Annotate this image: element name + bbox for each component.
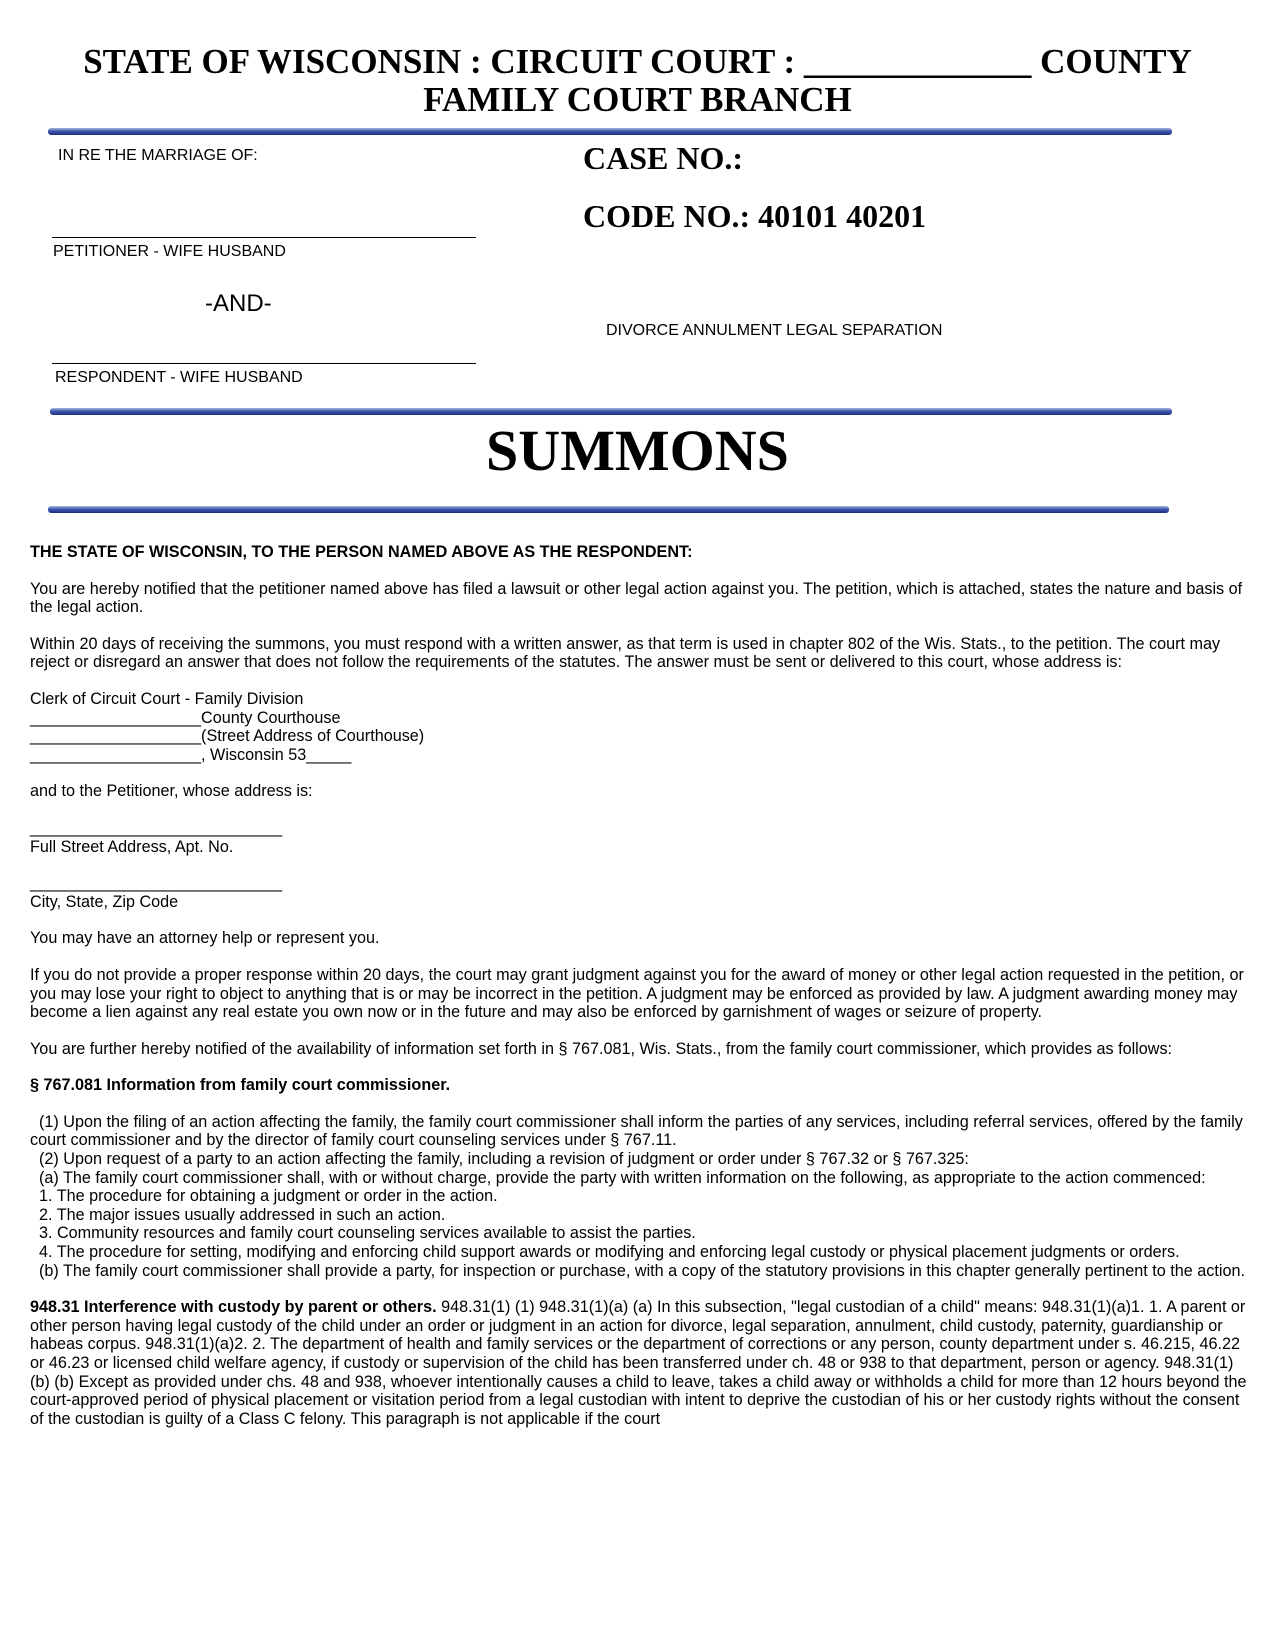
custody-heading: 948.31 Interference with custody by parent or others.	[30, 1298, 437, 1317]
notice-paragraph: You are hereby notified that the petitioner named above has filed a lawsuit or other legal action against you. The petition, which is attached, states the nature and basis of the legal action.	[30, 579, 1243, 617]
statute-subsection-2b: (b) The family court commissioner shall provide a party, for inspection or purchase, with a copy of the statutory provisions in this chapter generally pertinent to the action.	[30, 1261, 1245, 1280]
response-paragraph: Within 20 days of receiving the summons, you must respond with a written answer, as that term is used in chapter 802 of the Wis. Stats., to the petition. The court may reject or disregard an answer that does not follow the requirements of the statutes. The answer must be sent or delivered to this court, whose address is:	[30, 634, 1221, 672]
document-title: SUMMONS	[486, 418, 789, 483]
statute-subsection-2a: (a) The family court commissioner shall, with or without charge, provide the party with written information on the following, as appropriate to the action commenced:	[30, 1168, 1206, 1187]
court-header: STATE OF WISCONSIN : CIRCUIT COURT : _____________ COUNTY	[83, 42, 1192, 81]
statute-item-4: 4. The procedure for setting, modifying and enforcing child support awards or modifying and enforcing legal custody or physical placement judgments or orders.	[30, 1243, 1180, 1262]
attorney-note: You may have an attorney help or represent you.	[30, 929, 380, 948]
clerk-line-3: ___________________(Street Address of Courthouse)	[30, 727, 425, 746]
in-re-label: IN RE THE MARRIAGE OF:	[58, 147, 258, 164]
respondent-line	[52, 363, 476, 364]
city-blank: ____________________________	[30, 874, 283, 893]
middle-divider	[50, 408, 1172, 415]
court-branch: FAMILY COURT BRANCH	[423, 80, 852, 119]
city-label: City, State, Zip Code	[30, 892, 179, 911]
case-number: CASE NO.:	[583, 140, 744, 176]
statute-item-1: 1. The procedure for obtaining a judgment or order in the action.	[30, 1187, 498, 1206]
default-judgment-paragraph: If you do not provide a proper response within 20 days, the court may grant judgment against you for the award of money or other legal action requested in the petition, or you may lose your right to object to anything that is or may be incorrect in the petition. A judgment may be enforced as provided by law. A judgment awarding money may become a lien against any real estate you own now or in the future and may also be enforced by garnishment of wages or seizure of property.	[30, 965, 1244, 1022]
clerk-line-1: Clerk of Circuit Court - Family Division	[30, 689, 304, 708]
street-label: Full Street Address, Apt. No.	[30, 837, 234, 856]
respondent-label: RESPONDENT - WIFE HUSBAND	[55, 369, 303, 386]
clerk-line-2: ___________________County Courthouse	[30, 708, 341, 727]
custody-paragraph	[30, 1298, 1250, 1428]
statute-item-3: 3. Community resources and family court counseling services available to assist the parties.	[30, 1224, 696, 1243]
addressee: THE STATE OF WISCONSIN, TO THE PERSON NAMED ABOVE AS THE RESPONDENT:	[30, 543, 693, 561]
code-number: CODE NO.: 40101 40201	[583, 198, 927, 234]
action-types: DIVORCE ANNULMENT LEGAL SEPARATION	[606, 322, 943, 339]
summons-body	[30, 543, 1250, 1428]
custody-text: 948.31(1) (1) 948.31(1)(a) (a) In this subsection, "legal custodian of a child" means: 948.31(1)(a)1. 1. A parent or other person having legal custody of the child under an order or judgment in an action for divorce, legal separation, annulment, child custody, paternity, guardianship or habeas corpus. 948.31(1)(a)2. 2. The department of health and family services or the department of corrections or any person, county department under s. 46.215, 46.22 or 46.23 or licensed child welfare agency, if custody or supervision of the child has been transferred under ch. 48 or 938 to that department, person or agency. 948.31(1)(b) (b) Except as provided under chs. 48 and 938, whoever intentionally causes a child to leave, takes a child away or withholds a child for more than 12 hours beyond the court-approved period of physical placement or visitation period from a legal custodian with intent to deprive the custodian of his or her custody rights without the consent of the custodian is guilty of a Class C felony. This paragraph is not applicable if the court	[30, 1298, 1247, 1428]
clerk-line-4: ___________________, Wisconsin 53_____	[30, 745, 352, 764]
and-label: -AND-	[205, 290, 272, 317]
top-divider	[48, 128, 1172, 135]
petitioner-intro: and to the Petitioner, whose address is:	[30, 782, 313, 801]
title-divider	[48, 506, 1169, 513]
statute-subsection-2: (2) Upon request of a party to an action affecting the family, including a revision of judgment or order under § 767.32 or § 767.325:	[30, 1150, 969, 1169]
statute-notice-paragraph: You are further hereby notified of the availability of information set forth in § 767.081, Wis. Stats., from the family court commissioner, which provides as follows:	[30, 1039, 1173, 1058]
statute-subsection-1: (1) Upon the filing of an action affecting the family, the family court commissioner shall inform the parties of any services, including referral services, offered by the family court commissioner and by the director of family court counseling services under § 767.11.	[30, 1112, 1248, 1150]
petitioner-line	[52, 237, 476, 238]
statute-item-2: 2. The major issues usually addressed in such an action.	[30, 1205, 446, 1224]
statute-heading: § 767.081 Information from family court commissioner.	[30, 1076, 451, 1095]
street-blank: ____________________________	[30, 818, 283, 837]
petitioner-label: PETITIONER - WIFE HUSBAND	[53, 243, 286, 260]
